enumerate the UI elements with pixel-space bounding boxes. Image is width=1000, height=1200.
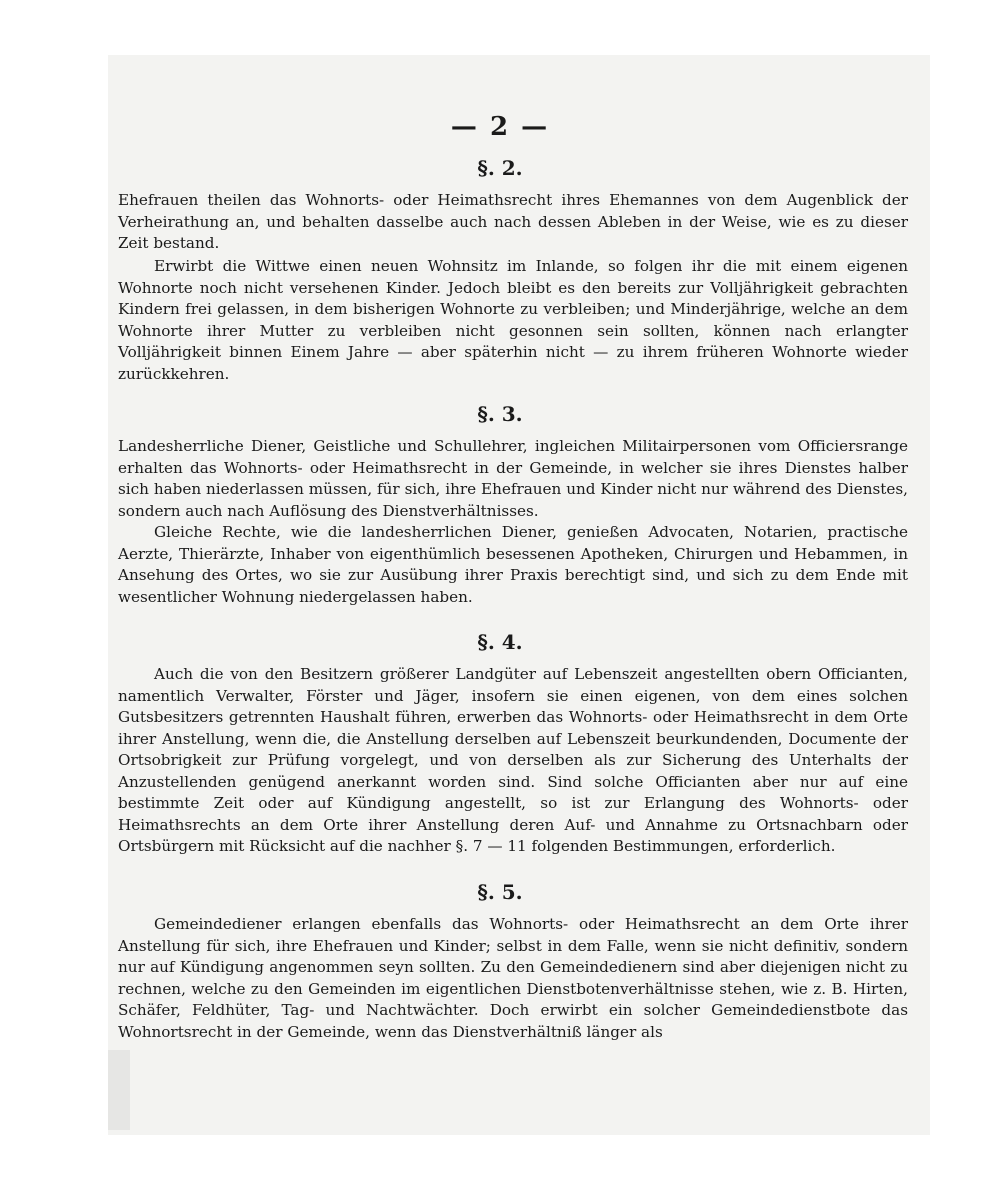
section-heading-4: §. 4. — [477, 630, 523, 654]
section-heading-3: §. 3. — [477, 402, 523, 426]
section-2-paragraph-1: Ehefrauen theilen das Wohnorts- oder Heimathsrecht ihres Ehemannes von dem Augenblick der Verheirathung an, und behalten dasselbe auch nach dessen Ableben in der Weise, wie es zu dieser Zeit bestand. — [118, 191, 908, 252]
section-3-paragraph-1: Landesherrliche Diener, Geistliche und Schullehrer, ingleichen Militairpersonen vom Officiersrange erhalten das Wohnorts- oder Heimathsrecht in der Gemeinde, in welcher sie ihres Dienstes halber sich haben niederlassen müssen, für sich, ihre Ehefrauen und Kinder nicht nur während des Dienstes, sondern auch nach Auflösung des Dienstverhältnisses. — [118, 437, 908, 520]
section-heading-2: §. 2. — [477, 156, 523, 180]
section-3-paragraph-2: Gleiche Rechte, wie die landesherrlichen Diener, genießen Advocaten, Notarien, practische Aerzte, Thierärzte, Inhaber von eigenthümlich besessenen Apotheken, Chirurgen und Hebammen, in Ansehung des Ortes, wo sie zur Ausübung ihrer Praxis berechtigt sind, und sich zu dem Ende mit wesentlicher Wohnung niedergelassen haben. — [118, 523, 908, 606]
section-5-paragraph-1: Gemeindediener erlangen ebenfalls das Wohnorts- oder Heimathsrecht an dem Orte ihrer Anstellung für sich, ihre Ehefrauen und Kinder; selbst in dem Falle, wenn sie nicht definitiv, sondern nur auf Kündigung angenommen seyn sollten. Zu den Gemeindedienern sind aber diejenigen nicht zu rechnen, welche zu den Gemeinden im eigentlichen Dienstbotenverhältnisse stehen, wie z. B. Hirten, Schäfer, Feldhüter, Tag- und Nachtwächter. Doch erwirbt ein solcher Gemeindedienstbote das Wohnortsrecht in der Gemeinde, wenn das Dienstverhältniß länger als — [118, 915, 908, 1041]
section-4-paragraph-1: Auch die von den Besitzern größerer Landgüter auf Lebenszeit angestellten obern Officianten, namentlich Verwalter, Förster und Jäger, insofern sie einen eigenen, von dem eines solchen Gutsbesitzers getrennten Haushalt führen, erwerben das Wohnorts- oder Heimathsrecht in dem Orte ihrer Anstellung, wenn die, die Anstellung derselben auf Lebenszeit beurkundenden, Documente der Ortsobrigkeit zur Prüfung vorgelegt, und von derselben als zur Sicherung des Unterhalts der Anzustellenden genügend anerkannt worden sind. Sind solche Officianten aber nur auf eine bestimmte Zeit oder auf Kündigung angestellt, so ist zur Erlangung des Wohnorts- oder Heimathsrechts an dem Orte ihrer Anstellung deren Auf- und Annahme zu Ortsnachbarn oder Ortsbürgern mit Rücksicht auf die nachher §. 7 — 11 folgenden Bestimmungen, erforderlich. — [118, 665, 908, 855]
section-2-paragraph-2: Erwirbt die Wittwe einen neuen Wohnsitz im Inlande, so folgen ihr die mit einem eigenen Wohnorte noch nicht versehenen Kinder. Jedoch bleibt es den bereits zur Volljährigkeit gebrachten Kindern frei gelassen, in dem bisherigen Wohnorte zu verbleiben; und Minderjährige, welche an dem Wohnorte ihrer Mutter zu verbleiben nicht gesonnen sein sollten, können nach erlangter Volljährigkeit binnen Einem Jahre — aber späterhin nicht — zu ihrem früheren Wohnorte wieder zurückkehren. — [118, 257, 908, 383]
page-gutter-shadow — [108, 1050, 130, 1130]
page-number: — 2 — — [450, 112, 550, 142]
section-heading-5: §. 5. — [477, 880, 523, 904]
